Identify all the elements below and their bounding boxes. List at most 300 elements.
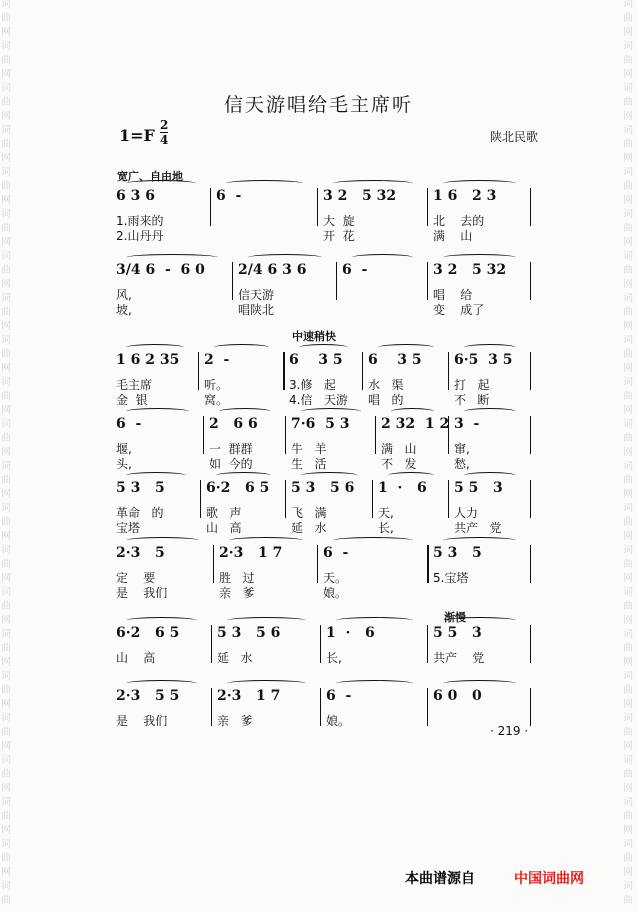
measure-notes: 6 3 6 xyxy=(116,188,155,204)
watermark-char: 曲 xyxy=(1,349,11,360)
watermark-char: 词 xyxy=(623,83,633,94)
barline xyxy=(427,688,428,726)
watermark-char: 曲 xyxy=(1,181,11,192)
watermark-char: 网 xyxy=(1,363,11,374)
slur xyxy=(226,180,303,187)
measure-notes: 1 · 6 xyxy=(378,480,427,496)
slur xyxy=(126,408,189,415)
slur xyxy=(301,472,358,479)
barline xyxy=(448,352,449,390)
lyric-verse-2: 宝塔 xyxy=(116,521,141,535)
watermark-char: 词 xyxy=(1,41,11,52)
watermark-char: 网 xyxy=(1,489,11,500)
measure-notes: 5 5 3 xyxy=(454,480,503,496)
barline xyxy=(530,625,531,663)
slur xyxy=(352,254,413,261)
watermark-char: 词 xyxy=(1,671,11,682)
barline xyxy=(530,188,531,226)
watermark-char: 词 xyxy=(1,881,11,892)
barline xyxy=(427,262,428,300)
watermark-char: 词 xyxy=(623,251,633,262)
measure-notes: 2 - xyxy=(204,352,230,368)
measure-notes: 6·5 3 5 xyxy=(454,352,513,368)
watermark-char: 网 xyxy=(1,741,11,752)
slur xyxy=(443,617,516,624)
watermark-char: 曲 xyxy=(623,55,633,66)
watermark-char: 词 xyxy=(623,419,633,430)
lyric-verse-1: 飞 满 xyxy=(291,506,327,520)
watermark-char: 曲 xyxy=(623,895,633,906)
measure-notes: 6 - xyxy=(323,545,349,561)
lyric-verse-1: 唱 给 xyxy=(433,288,473,302)
watermark-char: 网 xyxy=(623,405,633,416)
watermark-char: 网 xyxy=(623,447,633,458)
watermark-char: 词 xyxy=(1,125,11,136)
barline xyxy=(530,480,531,518)
measure-notes: 5 5 3 xyxy=(433,625,482,641)
slur xyxy=(333,180,413,187)
watermark-char: 曲 xyxy=(623,517,633,528)
watermark-char: 词 xyxy=(1,503,11,514)
lyric-verse-1: 共产 党 xyxy=(433,651,485,665)
watermark-char: 曲 xyxy=(623,433,633,444)
measure-notes: 3 2 5 32 xyxy=(433,262,507,278)
measure-notes: 2·3 5 5 xyxy=(116,688,180,704)
watermark-char: 曲 xyxy=(623,181,633,192)
watermark-char: 词 xyxy=(1,839,11,850)
watermark-char: 词 xyxy=(1,209,11,220)
watermark-char: 词 xyxy=(623,335,633,346)
measure-notes: 1 6 2 3 xyxy=(433,188,497,204)
footer-site-name: 中国词曲网 xyxy=(514,871,584,887)
watermark-char: 词 xyxy=(1,167,11,178)
watermark-char: 词 xyxy=(623,209,633,220)
watermark-char: 词 xyxy=(1,587,11,598)
watermark-char: 曲 xyxy=(1,265,11,276)
measure-notes: 6 3 5 xyxy=(368,352,422,368)
watermark-char: 网 xyxy=(623,363,633,374)
watermark-char: 曲 xyxy=(623,307,633,318)
barline xyxy=(211,625,212,663)
measure-notes: 6 0 0 xyxy=(433,688,482,704)
watermark-char: 网 xyxy=(623,69,633,80)
barline xyxy=(203,416,204,454)
slur xyxy=(126,180,196,187)
slur xyxy=(391,408,434,415)
measure-notes: 1 · 6 xyxy=(326,625,375,641)
slur xyxy=(126,254,218,261)
watermark-char: 词 xyxy=(623,125,633,136)
measure-notes: 6·2 6 5 xyxy=(116,625,180,641)
watermark-char: 曲 xyxy=(623,811,633,822)
watermark-char: 网 xyxy=(1,867,11,878)
watermark-char: 词 xyxy=(1,755,11,766)
watermark-char: 曲 xyxy=(1,97,11,108)
watermark-char: 曲 xyxy=(1,853,11,864)
watermark-char: 词 xyxy=(1,377,11,388)
barline xyxy=(211,688,212,726)
measure-notes: 5 3 5 6 xyxy=(217,625,281,641)
lyric-verse-1: 一 群群 xyxy=(209,442,253,456)
lyric-verse-2: 唱 的 xyxy=(368,393,404,407)
watermark-char: 网 xyxy=(1,321,11,332)
watermark-char: 网 xyxy=(623,825,633,836)
slur xyxy=(227,680,306,687)
measure-notes: 1 6 2 35 xyxy=(116,352,180,368)
barline xyxy=(530,688,531,726)
watermark-char: 曲 xyxy=(623,643,633,654)
lyric-verse-2: 开 花 xyxy=(323,229,355,243)
barline xyxy=(448,480,449,518)
lyric-verse-2: 如 今的 xyxy=(209,457,253,471)
watermark-char: 曲 xyxy=(623,601,633,612)
measure-notes: 2/4 6 3 6 xyxy=(238,262,307,278)
watermark-char: 网 xyxy=(623,489,633,500)
watermark-char: 词 xyxy=(1,419,11,430)
slur xyxy=(443,537,516,544)
slur xyxy=(443,180,516,187)
tempo-mark-free: 宽广、自由地 xyxy=(117,170,183,183)
watermark-char: 曲 xyxy=(1,307,11,318)
watermark-char: 网 xyxy=(1,111,11,122)
lyric-verse-2: 延 水 xyxy=(291,521,327,535)
tempo-mark-moderate: 中速稍快 xyxy=(292,330,336,343)
lyric-verse-1: 定 要 xyxy=(116,571,156,585)
slur xyxy=(229,537,303,544)
watermark-char: 网 xyxy=(623,153,633,164)
watermark-right xyxy=(622,0,637,912)
lyric-verse-2: 4.信 天游 xyxy=(289,393,348,407)
watermark-char: 词 xyxy=(1,335,11,346)
watermark-char: 网 xyxy=(623,783,633,794)
lyric-verse-2: 2.山丹丹 xyxy=(116,229,164,243)
lyric-verse-1: 天, xyxy=(378,506,394,520)
lyric-verse-2: 愁, xyxy=(454,457,470,471)
measure-notes: 6 - xyxy=(116,416,142,432)
measure-notes: 3/4 6 - 6 0 xyxy=(116,262,205,278)
watermark-char: 词 xyxy=(623,587,633,598)
watermark-char: 网 xyxy=(623,573,633,584)
barline xyxy=(427,625,428,663)
watermark-char: 词 xyxy=(1,0,11,10)
lyric-verse-1: 歌 声 xyxy=(206,506,242,520)
watermark-char: 曲 xyxy=(1,13,11,24)
slur xyxy=(126,344,184,351)
lyric-verse-2: 窝。 xyxy=(204,393,229,407)
watermark-char: 曲 xyxy=(1,139,11,150)
watermark-char: 曲 xyxy=(623,685,633,696)
lyric-verse-1: 天。 xyxy=(323,571,348,585)
slur xyxy=(301,408,361,415)
watermark-char: 曲 xyxy=(1,601,11,612)
key-signature: 1=F xyxy=(119,126,155,145)
watermark-char: 网 xyxy=(623,279,633,290)
watermark-char: 网 xyxy=(623,615,633,626)
watermark-char: 曲 xyxy=(623,97,633,108)
measure-notes: 3 - xyxy=(454,416,480,432)
watermark-char: 曲 xyxy=(1,391,11,402)
lyric-verse-1: 胜 过 xyxy=(219,571,255,585)
lyric-verse-1: 大 旋 xyxy=(323,214,355,228)
slur xyxy=(219,408,271,415)
measure-notes: 5 3 5 6 xyxy=(291,480,355,496)
watermark-char: 曲 xyxy=(623,391,633,402)
slur xyxy=(126,617,197,624)
watermark-char: 曲 xyxy=(1,223,11,234)
watermark-char: 词 xyxy=(623,839,633,850)
meter-numerator: 2 xyxy=(160,118,169,132)
watermark-char: 曲 xyxy=(623,13,633,24)
watermark-char: 网 xyxy=(1,405,11,416)
watermark-left xyxy=(0,0,16,912)
watermark-char: 曲 xyxy=(623,559,633,570)
lyric-verse-1: 信天游 xyxy=(238,288,275,302)
slur xyxy=(378,344,434,351)
watermark-char: 词 xyxy=(623,503,633,514)
watermark-char: 词 xyxy=(1,545,11,556)
watermark-char: 网 xyxy=(623,657,633,668)
lyric-verse-1: 5.宝塔 xyxy=(433,571,469,585)
barline xyxy=(530,416,531,454)
barline xyxy=(320,688,321,726)
measure-notes: 2·3 5 xyxy=(116,545,165,561)
watermark-char: 曲 xyxy=(1,643,11,654)
barline xyxy=(372,480,373,518)
watermark-char: 词 xyxy=(623,0,633,10)
watermark-char: 曲 xyxy=(623,223,633,234)
lyric-verse-2: 唱陕北 xyxy=(238,303,275,317)
barline xyxy=(213,545,214,583)
barline xyxy=(336,262,337,300)
watermark-char: 曲 xyxy=(1,55,11,66)
slur xyxy=(388,472,434,479)
watermark-char: 网 xyxy=(623,195,633,206)
watermark-char: 曲 xyxy=(1,433,11,444)
watermark-char: 词 xyxy=(623,881,633,892)
lyric-verse-1: 长, xyxy=(326,651,342,665)
lyric-verse-2: 生 活 xyxy=(291,457,327,471)
watermark-char: 曲 xyxy=(1,559,11,570)
measure-notes: 2 6 6 xyxy=(209,416,258,432)
lyric-verse-2: 坡, xyxy=(116,303,132,317)
lyric-verse-1: 山 高 xyxy=(116,651,156,665)
lyric-verse-1: 娘。 xyxy=(326,714,351,728)
watermark-char: 网 xyxy=(623,111,633,122)
watermark-char: 网 xyxy=(1,279,11,290)
slur xyxy=(464,408,516,415)
watermark-char: 曲 xyxy=(623,139,633,150)
lyric-verse-1: 延 水 xyxy=(217,651,253,665)
slur xyxy=(443,680,516,687)
barline xyxy=(210,188,211,226)
song-source: 陕北民歌 xyxy=(490,130,539,144)
measure-notes: 6 3 5 xyxy=(289,352,343,368)
song-title: 信天游唱给毛主席听 xyxy=(223,94,413,116)
barline xyxy=(530,352,531,390)
slur xyxy=(336,680,413,687)
slur xyxy=(216,472,271,479)
barline xyxy=(200,480,201,518)
watermark-char: 词 xyxy=(623,629,633,640)
watermark-char: 网 xyxy=(623,237,633,248)
watermark-char: 曲 xyxy=(623,769,633,780)
barline xyxy=(198,352,199,390)
barline xyxy=(317,188,318,226)
barline xyxy=(317,545,318,583)
watermark-char: 曲 xyxy=(1,475,11,486)
watermark-char: 曲 xyxy=(1,685,11,696)
lyric-verse-2: 是 我们 xyxy=(116,586,168,600)
lyric-verse-1: 满 山 xyxy=(381,442,417,456)
lyric-verse-1: 3.修 起 xyxy=(289,378,336,392)
meter-denominator: 4 xyxy=(160,133,169,147)
lyric-verse-1: 1.雨来的 xyxy=(116,214,164,228)
barline xyxy=(362,352,363,390)
watermark-char: 词 xyxy=(623,41,633,52)
watermark-char: 网 xyxy=(623,867,633,878)
watermark-char: 曲 xyxy=(623,265,633,276)
barline xyxy=(320,625,321,663)
watermark-char: 网 xyxy=(1,615,11,626)
watermark-char: 网 xyxy=(623,699,633,710)
lyric-verse-2: 不 断 xyxy=(454,393,490,407)
watermark-char: 网 xyxy=(1,783,11,794)
lyric-verse-2: 变 成了 xyxy=(433,303,485,317)
slur xyxy=(336,617,413,624)
lyric-verse-2: 亲 爹 xyxy=(219,586,255,600)
measure-notes: 5 3 5 xyxy=(116,480,165,496)
watermark-char: 网 xyxy=(623,27,633,38)
watermark-char: 曲 xyxy=(623,349,633,360)
footer-source-label: 本曲谱源自 xyxy=(405,871,475,887)
watermark-char: 网 xyxy=(1,195,11,206)
watermark-char: 曲 xyxy=(1,811,11,822)
lyric-verse-1: 亲 爹 xyxy=(217,714,253,728)
barline xyxy=(285,480,286,518)
lyric-verse-2: 共产 党 xyxy=(454,521,502,535)
barline xyxy=(232,262,233,300)
watermark-char: 词 xyxy=(623,167,633,178)
lyric-verse-1: 革命 的 xyxy=(116,506,164,520)
watermark-char: 网 xyxy=(1,531,11,542)
lyric-verse-1: 水 渠 xyxy=(368,378,404,392)
barline xyxy=(530,545,531,583)
lyric-verse-1: 北 去的 xyxy=(433,214,485,228)
slur xyxy=(333,537,413,544)
measure-notes: 6 - xyxy=(216,188,242,204)
watermark-char: 网 xyxy=(1,573,11,584)
watermark-char: 词 xyxy=(623,671,633,682)
measure-notes: 6 - xyxy=(342,262,368,278)
watermark-char: 网 xyxy=(1,699,11,710)
barline xyxy=(285,416,286,454)
watermark-char: 词 xyxy=(1,629,11,640)
lyric-verse-2: 头, xyxy=(116,457,132,471)
watermark-char: 网 xyxy=(623,531,633,542)
lyric-verse-1: 人力 xyxy=(454,506,479,520)
lyric-verse-2: 山 高 xyxy=(206,521,242,535)
watermark-char: 曲 xyxy=(623,853,633,864)
lyric-verse-1: 是 我们 xyxy=(116,714,168,728)
watermark-char: 曲 xyxy=(1,517,11,528)
slur xyxy=(248,254,322,261)
barline xyxy=(427,188,428,226)
watermark-char: 网 xyxy=(623,321,633,332)
lyric-verse-1: 风, xyxy=(116,288,132,302)
measure-notes: 3 2 5 32 xyxy=(323,188,397,204)
lyric-verse-1: 牛 羊 xyxy=(291,442,327,456)
slur xyxy=(214,344,269,351)
watermark-char: 词 xyxy=(1,797,11,808)
watermark-char: 网 xyxy=(1,237,11,248)
page-number: · 219 · xyxy=(490,724,529,738)
measure-notes: 2·3 1 7 xyxy=(217,688,281,704)
slur xyxy=(299,344,348,351)
barline xyxy=(375,416,376,454)
barline xyxy=(283,352,285,390)
time-signature xyxy=(160,118,168,147)
lyric-verse-2: 娘。 xyxy=(323,586,348,600)
watermark-char: 网 xyxy=(1,69,11,80)
watermark-char: 曲 xyxy=(623,475,633,486)
watermark-char: 词 xyxy=(623,461,633,472)
lyric-verse-2: 金 银 xyxy=(116,393,148,407)
lyric-verse-2: 不 发 xyxy=(381,457,417,471)
barline xyxy=(427,545,429,583)
slur xyxy=(464,344,516,351)
slur xyxy=(126,472,186,479)
watermark-char: 网 xyxy=(1,825,11,836)
lyric-verse-1: 打 起 xyxy=(454,378,490,392)
lyric-verse-1: 堰, xyxy=(116,442,132,456)
watermark-char: 网 xyxy=(1,657,11,668)
watermark-char: 网 xyxy=(623,741,633,752)
watermark-char: 词 xyxy=(1,293,11,304)
watermark-char: 曲 xyxy=(1,727,11,738)
watermark-char: 网 xyxy=(1,447,11,458)
measure-notes: 7·6 5 3 xyxy=(291,416,350,432)
measure-notes: 5 3 5 xyxy=(433,545,482,561)
watermark-char: 网 xyxy=(1,27,11,38)
tempo-mark-slowing: 渐慢 xyxy=(444,611,466,624)
measure-notes: 2 32 1 2 xyxy=(381,416,450,432)
watermark-char: 曲 xyxy=(1,769,11,780)
watermark-char: 词 xyxy=(1,83,11,94)
watermark-char: 曲 xyxy=(623,727,633,738)
watermark-char: 词 xyxy=(1,461,11,472)
slur xyxy=(443,254,516,261)
lyric-verse-1: 听。 xyxy=(204,378,229,392)
watermark-char: 曲 xyxy=(1,895,11,906)
watermark-char: 词 xyxy=(623,545,633,556)
slur xyxy=(126,537,199,544)
watermark-char: 词 xyxy=(1,251,11,262)
watermark-char: 词 xyxy=(623,797,633,808)
watermark-char: 词 xyxy=(623,293,633,304)
lyric-verse-1: 毛主席 xyxy=(116,378,153,392)
watermark-char: 词 xyxy=(1,713,11,724)
slur xyxy=(464,472,516,479)
watermark-char: 词 xyxy=(623,713,633,724)
lyric-verse-1: 窜, xyxy=(454,442,470,456)
watermark-char: 词 xyxy=(623,755,633,766)
lyric-verse-2: 满 山 xyxy=(433,229,473,243)
watermark-char: 词 xyxy=(623,377,633,388)
slur xyxy=(227,617,306,624)
barline xyxy=(530,262,531,300)
measure-notes: 6·2 6 5 xyxy=(206,480,270,496)
lyric-verse-2: 长, xyxy=(378,521,394,535)
